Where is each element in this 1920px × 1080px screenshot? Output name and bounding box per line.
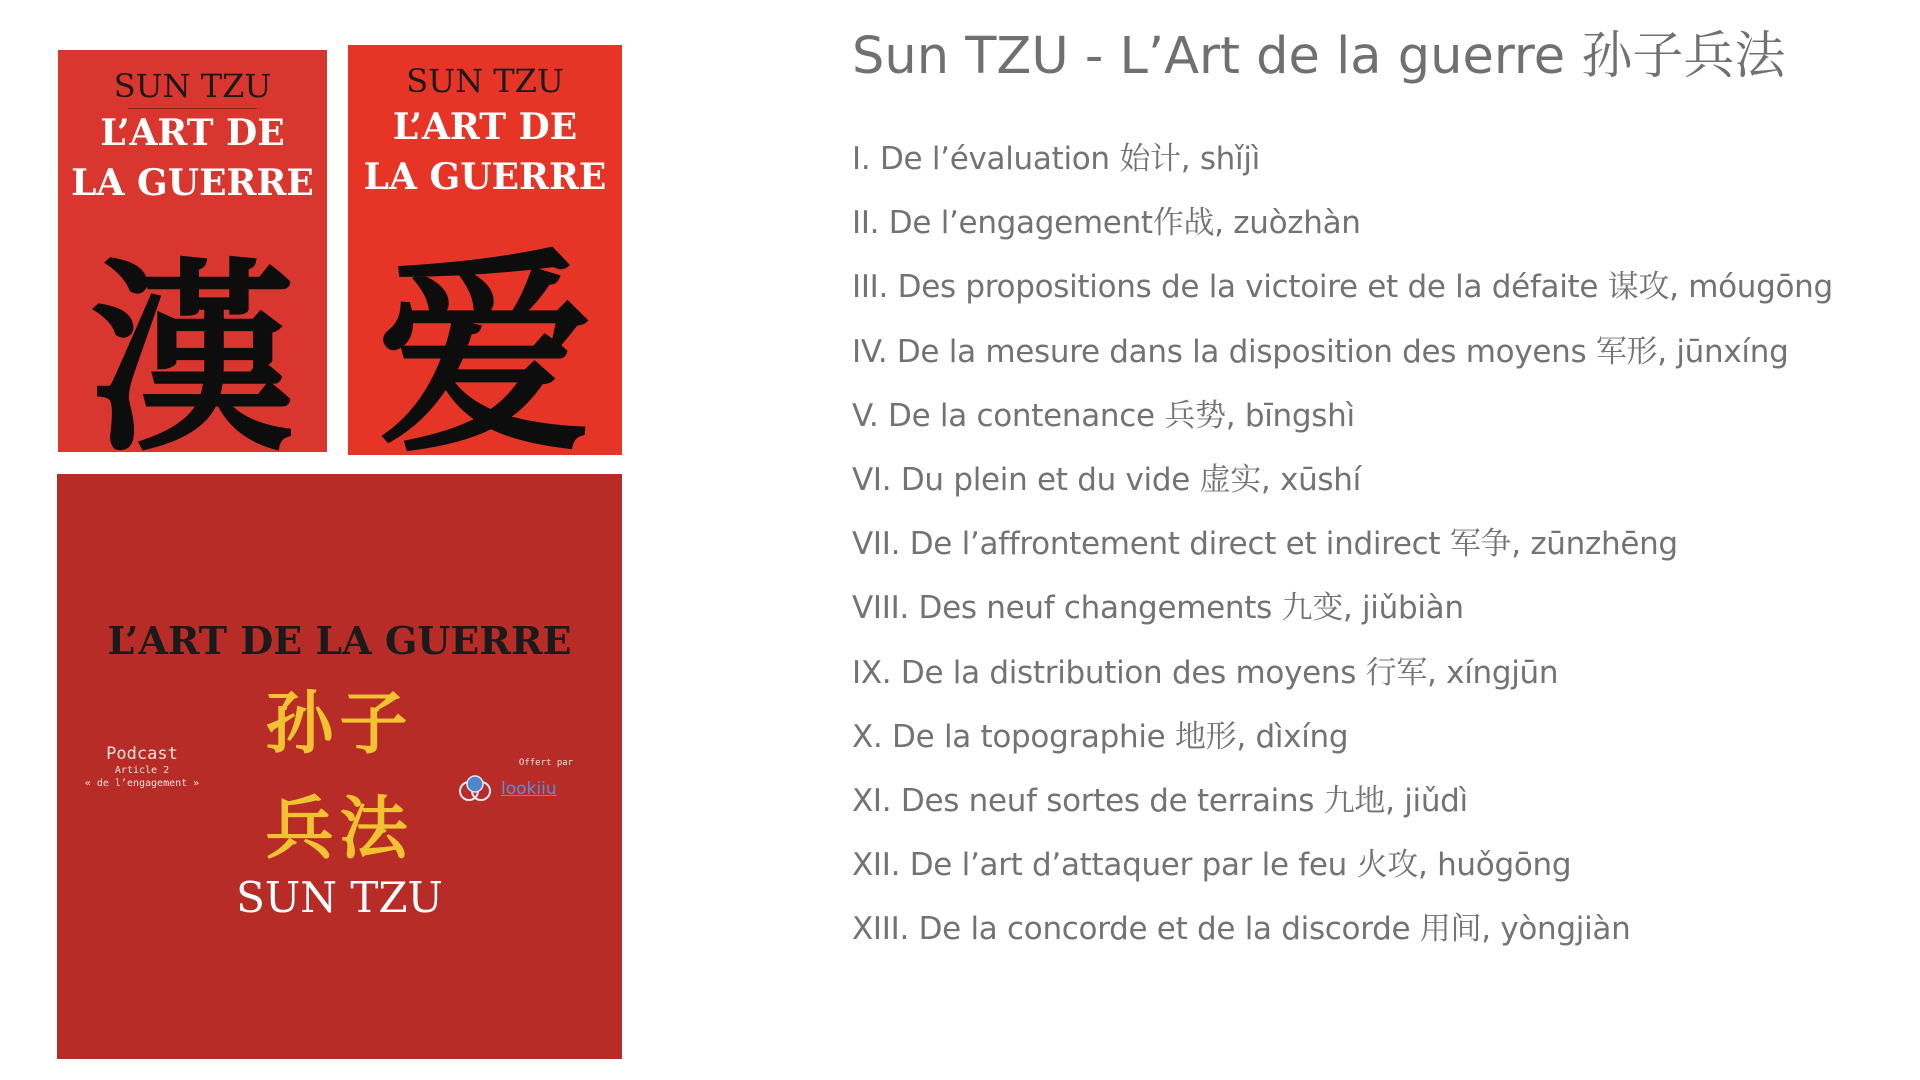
cover-title-line2: LA GUERRE <box>71 162 314 204</box>
podcast-sponsor <box>457 757 597 805</box>
sponsor-logo-icon <box>457 775 495 805</box>
chapter-item: V. De la contenance 兵势, bīngshì <box>852 397 1355 434</box>
sponsor-name: lookiiu <box>501 779 557 799</box>
cover-author: SUN TZU <box>406 62 564 100</box>
chapter-item: VIII. Des neuf changements 九变, jiǔbiàn <box>852 590 1464 627</box>
podcast-label-line2: Article 2 <box>114 765 170 776</box>
chapter-item: IV. De la mesure dans la disposition des moyens 军形, jūnxíng <box>852 333 1789 370</box>
podcast-label-line3: « de l’engagement » <box>84 778 200 789</box>
chapter-item: III. Des propositions de la victoire et de la défaite 谋攻, móugōng <box>852 269 1833 306</box>
cover-title-line2: LA GUERRE <box>363 156 607 198</box>
sponsor-logo <box>457 773 597 805</box>
chapter-list <box>852 133 1833 967</box>
cover-title-line1: L’ART DE <box>100 112 285 154</box>
cover-title <box>348 102 622 202</box>
chapter-item: VII. De l’affrontement direct et indirect 军争, zūnzhēng <box>852 526 1678 563</box>
book-cover-han <box>58 50 327 452</box>
chapter-item: IX. De la distribution des moyens 行军, xíngjūn <box>852 654 1559 691</box>
book-cover-ai <box>348 45 622 455</box>
sponsor-label: Offert par <box>518 758 574 768</box>
chapter-item: XI. Des neuf sortes de terrains 九地, jiǔdì <box>852 782 1468 819</box>
podcast-label-line1: Podcast <box>106 744 178 764</box>
chapter-item: I. De l’évaluation 始计, shǐjì <box>852 141 1260 177</box>
chapter-item: VI. Du plein et du vide 虚实, xūshí <box>852 461 1361 498</box>
chapter-item: X. De la topographie 地形, dìxíng <box>852 718 1349 755</box>
cover-title <box>58 108 327 208</box>
podcast-title: L’ART DE LA GUERRE <box>107 618 572 663</box>
podcast-cover <box>57 474 622 1059</box>
podcast-chinese-line2: 兵法 <box>265 789 414 869</box>
chapter-item: XIII. De la concorde et de la discorde 用间, yòngjiàn <box>852 911 1631 948</box>
podcast-author: SUN TZU <box>236 873 443 922</box>
page-title: Sun TZU - L’Art de la guerre 孙子兵法 <box>852 27 1786 86</box>
chapter-item: II. De l’engagement作战, zuòzhàn <box>852 205 1361 242</box>
cover-author: SUN TZU <box>113 67 272 105</box>
cover-calligraphy-glyph: 爱 <box>377 228 593 455</box>
cover-calligraphy-glyph: 漢 <box>90 240 295 452</box>
podcast-label <box>67 744 217 790</box>
podcast-chinese-line1: 孙子 <box>265 684 414 764</box>
cover-title-line1: L’ART DE <box>392 106 578 148</box>
chapter-item: XII. De l’art d’attaquer par le feu 火攻, huǒgōng <box>852 847 1572 884</box>
